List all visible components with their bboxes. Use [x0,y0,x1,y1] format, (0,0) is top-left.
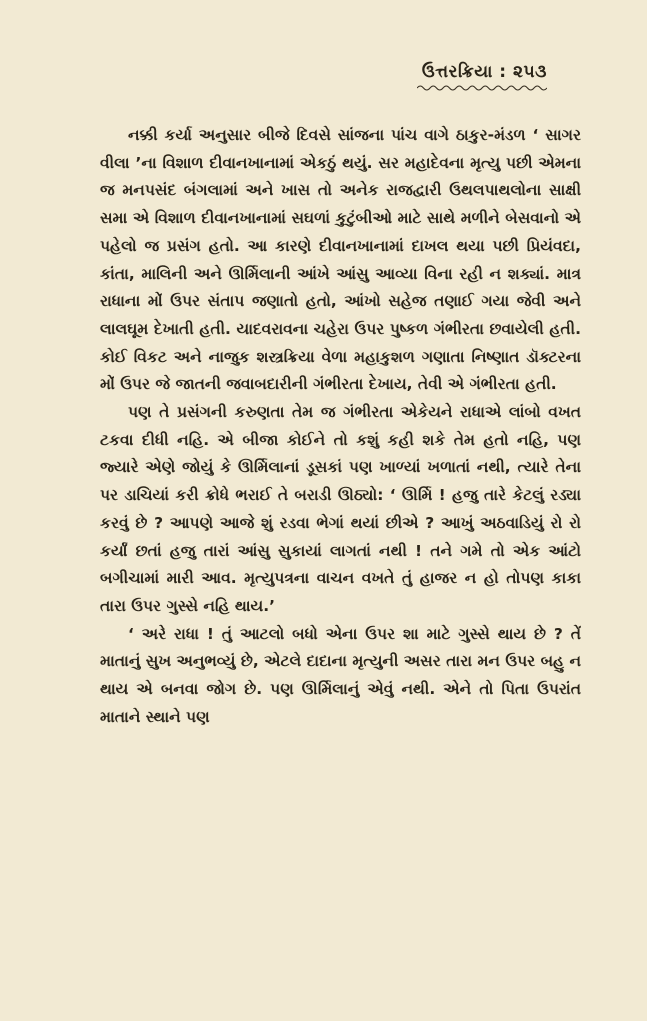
paragraph-3: ‘ અરે રાધા ! તું આટલો બધો એના ઉપર શા માટે ગુસ્સે થાય છે ? તેં માતાનું સુખ અનુભવ્યું છે, એટલે દાદાના મૃત્યુની અસર તારા મન ઉપર બહુ ન થાય એ બનવા જોગ છે. પણ ઊર્મિલાનું એવું નથી. એને તો પિતા ઉપરાંત માતાને સ્થાને પણ [100,624,581,726]
running-head: ઉત્તરક્રિયા : ૨૫૩ [421,62,547,82]
body-text [100,122,581,731]
decorative-wavy-rule [417,84,547,92]
paragraph-1: નક્કી કર્યા અનુસાર બીજે દિવસે સાંજના પાંચ વાગે ઠાકુર-મંડળ ‘ સાગર વીલા ’ના વિશાળ દીવાનખાનામાં એકઠું થયું. સર મહાદેવના મૃત્યુ પછી એમના જ મનપસંદ બંગલામાં અને ખાસ તો અનેક રાજદ્વારી ઉથલપાથલોના સાક્ષી સમા એ વિશાળ દીવાનખાનામાં સઘળાં કુટુંબીઓ માટે સાથે મળીને બેસવાનો એ પહેલો જ પ્રસંગ હતો. આ કારણે દીવાનખાનામાં દાખલ થયા પછી પ્રિયંવદા, કાંતા, માલિની અને ઊર્મિલાની આંખે આંસુ આવ્યા વિના રહી ન શક્યાં. માત્ર રાધાના મોં ઉપર સંતાપ જણાતો હતો, આંખો સહેજ તણાઈ ગયા જેવી અને લાલઘૂમ દેખાતી હતી. યાદવરાવના ચહેરા ઉપર પુષ્કળ ગંભીરતા છવાયેલી હતી. કોઈ વિકટ અને નાજુક શસ્ત્રક્રિયા વેળા મહાકુશળ ગણાતા નિષ્ણાત ડૉક્ટરના મોં ઉપર જે જાતની જવાબદારીની ગંભીરતા દેખાય, તેવી એ ગંભીરતા હતી. [100,126,581,394]
page-header [417,62,547,92]
paragraph-2: પણ તે પ્રસંગની કરુણતા તેમ જ ગંભીરતા એકેયને રાધાએ લાંબો વખત ટકવા દીધી નહિ. એ બીજા કોઈને તો કશું કહી શકે તેમ હતો નહિ, પણ જ્યારે એણે જોયું કે ઊર્મિલાનાં ડૂસકાં પણ ખાળ્યાં ખળાતાં નથી, ત્યારે તેના પર ડાચિયાં કરી ક્રોધે ભરાઈ તે બરાડી ઊઠ્યો: ‘ ઊર્મિ ! હજુ તારે કેટલું રડ્યા કરવું છે ? આપણે આજે શું રડવા ભેગાં થયાં છીએ ? આખું અઠવાડિયું રો રો કર્યાં છતાં હજુ તારાં આંસુ સુકાયાં લાગતાં નથી ! તને ગમે તો એક આંટો બગીચામાં મારી આવ. મૃત્યુપત્રના વાચન વખતે તું હાજર ન હો તોપણ કાકા તારા ઉપર ગુસ્સે નહિ થાય.’ [100,403,581,615]
